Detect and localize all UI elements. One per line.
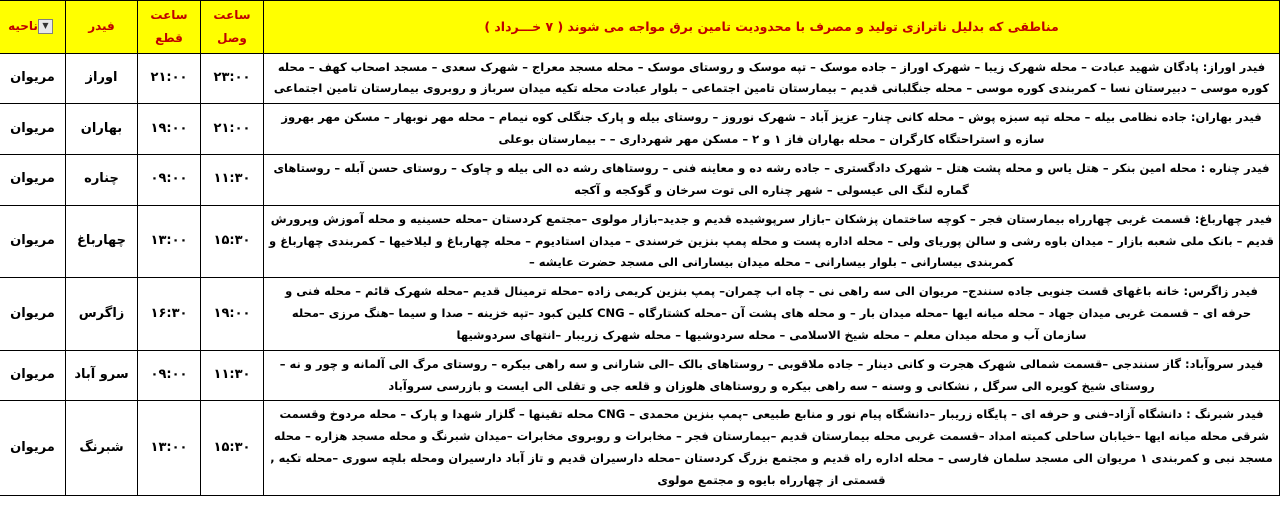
feeder-name: سرو آباد xyxy=(66,350,138,401)
feeder-name: زاگرس xyxy=(66,278,138,351)
time-off: ۰۹:۰۰ xyxy=(138,154,201,205)
feeder-name: چهارباغ xyxy=(66,205,138,278)
filter-icon[interactable]: ▼ xyxy=(38,19,53,34)
time-on: ۱۵:۳۰ xyxy=(201,205,264,278)
time-on: ۱۱:۳۰ xyxy=(201,154,264,205)
table-row xyxy=(0,154,1280,205)
table-row xyxy=(0,53,1280,104)
region-name: مریوان xyxy=(0,350,66,401)
table-row xyxy=(0,278,1280,351)
time-on: ۱۱:۳۰ xyxy=(201,350,264,401)
time-off: ۱۹:۰۰ xyxy=(138,104,201,155)
outage-description: فیدر شبرنگ : دانشگاه آزاد–فنی و حرفه ای – پایگاه زریبار –دانشگاه پیام نور و منابع طبیعی –پمپ بنزین محمدی – CNG محله تقینها – گلزار شهدا و پارک – محله مردوخ وقسمت شرقی محله میانه ایها –خیابان ساحلی کمیته امداد –قسمت غربی محله بیمارستان قدیم –بیمارستان فجر – مخابرات و روبروی مخابرات –میدان شبرنگ و محله مسجد هزاره – محله مسجد نبی و کمربندی ۱ مریوان الی مسجد سلمان فارسی – محله اداره راه قدیم و مجتمع بزرگ کردستان –محله دارسیران قدیم و تاز آباد دارسیران ومحله بلچه سوری –محله تکیه , قسمتی از چهارراه بایوه و مجتمع مولوی xyxy=(264,401,1280,495)
table-row xyxy=(0,401,1280,495)
region-name: مریوان xyxy=(0,401,66,495)
region-name: مریوان xyxy=(0,278,66,351)
table-body xyxy=(0,53,1280,495)
column-header-region-label: ناحیه xyxy=(8,19,38,34)
table-header-row xyxy=(0,1,1280,54)
column-header-feeder: فیدر xyxy=(66,1,138,54)
time-off: ۱۳:۰۰ xyxy=(138,205,201,278)
region-name: مریوان xyxy=(0,154,66,205)
outage-description: فیدر زاگرس: خانه باغهای قست جنوبی جاده سنندج– مریوان الی سه راهی نی – چاه اب چمران– پمپ بنزین کریمی زاده –محله ترمینال قدیم –محله شهرک قائم – محله فنی و حرفه ای – قسمت غربی میدان جهاد – محله میانه ایها –محله میدان بار – و محله های پشت آن –محله کشتارگاه – CNG کلین کبود –تپه خزینه – صدا و سیما –هنگ مرزی –محله سازمان آب و محله میدان معلم – محله شیخ الاسلامی – محله سردوشیها – محله شهرک زریبار –انتهای سردوشیها xyxy=(264,278,1280,351)
outage-description: فیدر بهاران: جاده نظامی بیله – محله تپه سبزه پوش – محله کانی چنار– عزیز آباد – شهرک نوروز – روستای بیله و پارک جنگلی کوه نیمام – محله مهر نوبهار – مسکن مهر بهروز سازه و استراحتگاه کارگران – محله بهاران فاز ۱ و ۲ – مسکن مهر شهرداری – – بیمارستان بوعلی xyxy=(264,104,1280,155)
time-off: ۱۶:۳۰ xyxy=(138,278,201,351)
time-on: ۲۱:۰۰ xyxy=(201,104,264,155)
outage-description: فیدر چهارباغ: قسمت غربی چهارراه بیمارستان فجر – کوچه ساختمان پزشکان –بازار سرپوشیده قدیم و جدید–بازار مولوی –مجتمع کردستان –محله حسینیه و محله آموزش وپرورش قدیم – بانک ملی شعبه بازار – میدان باوه رشی و سالن پوریای ولی – محله اداره پست و محله پمپ بنزین خرسندی – میدان استادیوم – محله چهارباغ و لیلاخیها – کمربندی چهارباغ و کمربندی بیسارانی – بلوار بیسارانی – محله میدان بیسارانی الی مسجد حضرت عایشه – xyxy=(264,205,1280,278)
region-name: مریوان xyxy=(0,53,66,104)
region-name: مریوان xyxy=(0,205,66,278)
feeder-name: بهاران xyxy=(66,104,138,155)
table-row xyxy=(0,104,1280,155)
column-header-region[interactable] xyxy=(0,1,66,54)
outage-description: فیدر سروآباد: گاز سنندجی –قسمت شمالی شهرک هجرت و کانی دینار – جاده ملاقوبی – روستاهای بالک –الی شارانی و سه راهی بیکره – روستای مرگ الی آلمانه و چور و نه – روستای شیخ کویره الی سرگل , نشکانی و وسنه – سه راهی بیکره و روستاهای هلوزان و قلعه جی و تقلی الی ایست و بازرسی سروآباد xyxy=(264,350,1280,401)
feeder-name: چناره xyxy=(66,154,138,205)
feeder-name: شبرنگ xyxy=(66,401,138,495)
table-row xyxy=(0,350,1280,401)
region-name: مریوان xyxy=(0,104,66,155)
table-row xyxy=(0,205,1280,278)
time-on: ۱۵:۳۰ xyxy=(201,401,264,495)
feeder-name: اوراز xyxy=(66,53,138,104)
outage-description: فیدر چناره : محله امین بنکر – هتل یاس و محله پشت هتل – شهرک دادگستری – جاده رشه ده و معاینه فنی – روستاهای رشه ده الی بیله و چاوک – روستای حسن آبله – روستاهای گماره لنگ الی عیسولی – شهر چناره الی توت سرخان و گوکجه و آکجه xyxy=(264,154,1280,205)
table-title: مناطقی که بدلیل ناترازی تولید و مصرف با محدودیت تامین برق مواجه می شوند ( ۷ خـــرداد ) xyxy=(264,1,1280,54)
column-header-time-off: ساعت قطع xyxy=(138,1,201,54)
outage-description: فیدر اوراز: پادگان شهید عبادت – محله شهرک زیبا – شهرک اوراز – جاده موسک – تپه موسک و روستای موسک – محله مسجد معراج – شهرک سعدی – مسجد اصحاب کهف – محله کوره موسی – دبیرستان نسا – کمربندی کوره موسی – محله جنگلبانی قدیم – بیمارستان تامین اجتماعی – بلوار عبادت محله تکیه میدان سرباز و روبروی بیمارستان تامین اجتماعی xyxy=(264,53,1280,104)
time-off: ۰۹:۰۰ xyxy=(138,350,201,401)
column-header-time-on: ساعت وصل xyxy=(201,1,264,54)
time-on: ۱۹:۰۰ xyxy=(201,278,264,351)
time-on: ۲۳:۰۰ xyxy=(201,53,264,104)
time-off: ۲۱:۰۰ xyxy=(138,53,201,104)
time-off: ۱۳:۰۰ xyxy=(138,401,201,495)
